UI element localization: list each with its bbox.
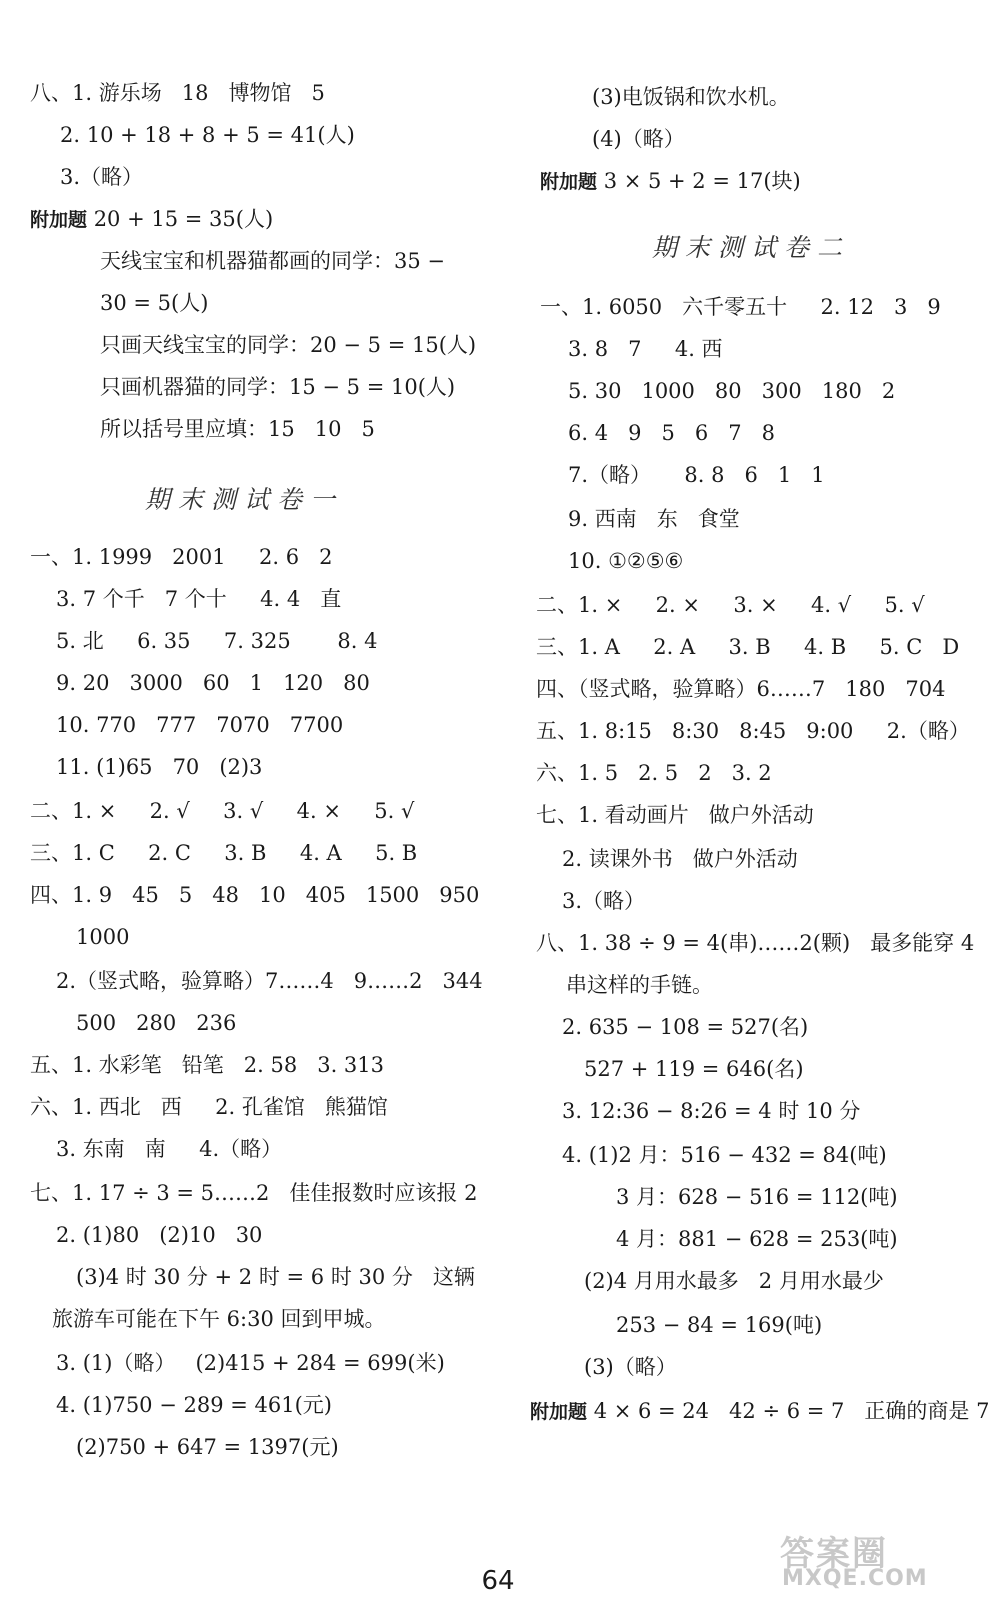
answer-text: 4. (1)2 月：516 − 432 = 84(吨) [562,1143,887,1167]
answer-text: 2.（竖式略，验算略）7……4 9……2 344 [56,969,483,993]
answer-text: 527 + 119 = 646(名) [584,1057,804,1081]
answer-line [56,968,483,994]
answer-text: 253 − 84 = 169(吨) [616,1313,823,1337]
answer-line [100,248,445,274]
answer-text: 2. 10 + 18 + 8 + 5 = 41(人) [60,123,355,147]
answer-line [536,592,925,618]
answer-line [568,378,895,404]
answer-line [540,294,941,320]
answer-line [562,1014,808,1040]
answer-text: 旅游车可能在下午 6:30 回到甲城。 [52,1307,386,1331]
answer-line [568,506,740,532]
answer-line [60,164,143,190]
answer-line [100,416,375,442]
answer-text: 八、1. 38 ÷ 9 = 4(串)……2(颗) 最多能穿 4 [536,931,975,955]
answer-text: 5. 30 1000 80 300 180 2 [568,379,896,403]
answer-line [536,802,814,828]
answer-text: 六、1. 5 2. 5 2 3. 2 [536,761,772,785]
answer-text: (2)750 + 647 = 1397(元) [76,1435,339,1459]
answer-line [30,1180,477,1206]
answer-text: 10. 770 777 7070 7700 [56,713,344,737]
answer-text: (4)（略） [592,127,685,151]
answer-text: 3. 7 个千 7 个十 4. 4 直 [56,587,342,611]
answer-text: 二、1. × 2. √ 3. √ 4. × 5. √ [30,799,415,823]
answer-text: 2. 635 − 108 = 527(名) [562,1015,809,1039]
answer-line [540,168,801,195]
answer-text: 3.（略） [562,889,646,913]
answer-text: 三、1. A 2. A 3. B 4. B 5. C D [536,635,960,659]
answer-line [100,332,476,358]
answer-text: 2. 读课外书 做户外活动 [562,847,798,871]
answer-text: 10. ①②⑤⑥ [568,549,684,573]
watermark-logo [772,1526,972,1592]
answer-line [562,1142,887,1168]
answer-line [56,670,370,696]
answer-line [584,1354,677,1380]
answer-line [592,126,685,152]
answer-line [30,206,273,233]
bonus-label: 附加题 [30,209,88,231]
answer-line [76,1434,339,1460]
answer-line [56,1136,282,1162]
answer-line [30,1094,388,1120]
answer-text: 20 + 15 = 35(人) [87,207,274,231]
answer-line [562,1098,860,1124]
answer-text: 3 × 5 + 2 = 17(块) [597,169,801,193]
answer-line [566,972,713,998]
answer-text: 三、1. C 2. C 3. B 4. A 5. B [30,841,418,865]
section-title: 期末测试卷二 [652,233,851,262]
answer-line [56,754,262,780]
answer-line [616,1312,822,1338]
answer-line [568,420,775,446]
answer-text: 3. (1)（略） (2)415 + 284 = 699(米) [56,1351,445,1375]
answer-text: 八、1. 游乐场 18 博物馆 5 [30,81,325,105]
answer-line [30,882,479,908]
answer-text: 4 × 6 = 24 42 ÷ 6 = 7 正确的商是 7 [587,1399,990,1423]
answer-line [530,1398,989,1425]
answer-text: 3. 8 7 4. 西 [568,337,723,361]
answer-line [76,1264,475,1290]
answer-line [30,544,332,570]
answer-text: 3 月：628 − 516 = 112(吨) [616,1185,898,1209]
answer-text: 11. (1)65 70 (2)3 [56,755,263,779]
answer-text: 5. 北 6. 35 7. 325 8. 4 [56,629,378,653]
answer-text: 七、1. 17 ÷ 3 = 5……2 佳佳报数时应该报 2 [30,1181,478,1205]
answer-text: 串这样的手链。 [566,973,713,997]
answer-text: (2)4 月用水最多 2 月用水最少 [584,1269,884,1293]
answer-line [76,924,129,950]
answer-line [592,84,790,110]
answer-line [56,1350,445,1376]
answer-line [60,122,355,148]
answer-line [584,1056,804,1082]
answer-text: 9. 西南 东 食堂 [568,507,740,531]
answer-line [536,634,959,660]
answer-line [56,1222,262,1248]
answer-line [562,846,798,872]
answer-text: 30 = 5(人) [100,291,209,315]
answer-text: 3. 东南 南 4.（略） [56,1137,283,1161]
answer-text: 七、1. 看动画片 做户外活动 [536,803,814,827]
answer-text: (3)4 时 30 分 + 2 时 = 6 时 30 分 这辆 [76,1265,475,1289]
answer-text: 二、1. × 2. × 3. × 4. √ 5. √ [536,593,925,617]
answer-line [536,760,772,786]
answer-text: 五、1. 8:15 8:30 8:45 9:00 2.（略） [536,719,970,743]
answer-text: 4 月：881 − 628 = 253(吨) [616,1227,898,1251]
answer-line [56,1392,332,1418]
answer-text: 7.（略） 8. 8 6 1 1 [568,463,825,487]
section-title: 期末测试卷一 [145,485,344,514]
answer-line [100,374,455,400]
answer-text: (3)电饭锅和饮水机。 [592,85,790,109]
watermark-line1: 答案圈 [780,1534,888,1574]
answer-text: 1000 [76,925,130,949]
answer-line [568,462,825,488]
answer-line [536,718,970,744]
answer-line [56,586,341,612]
bonus-label: 附加题 [530,1401,588,1423]
answer-line [536,930,974,956]
answer-text: 五、1. 水彩笔 铅笔 2. 58 3. 313 [30,1053,385,1077]
answer-line [584,1268,884,1294]
answer-line [536,676,945,702]
answer-text: 一、1. 1999 2001 2. 6 2 [30,545,333,569]
answer-line [30,1052,384,1078]
answer-text: 3. 12:36 − 8:26 = 4 时 10 分 [562,1099,861,1123]
answer-line [56,628,378,654]
answer-text: 只画天线宝宝的同学：20 − 5 = 15(人) [100,333,477,357]
answer-line [56,712,343,738]
answer-text: 六、1. 西北 西 2. 孔雀馆 熊猫馆 [30,1095,388,1119]
answer-line [30,798,414,824]
answer-text: 天线宝宝和机器猫都画的同学：35 − [100,249,445,273]
answer-text: 4. (1)750 − 289 = 461(元) [56,1393,332,1417]
answer-text: 四、（竖式略，验算略）6……7 180 704 [536,677,946,701]
answer-line [562,888,645,914]
answer-line [100,290,208,316]
answer-text: 只画机器猫的同学：15 − 5 = 10(人) [100,375,456,399]
bonus-label: 附加题 [540,171,598,193]
answer-line [616,1184,898,1210]
answer-text: 9. 20 3000 60 1 120 80 [56,671,370,695]
answer-text: 3.（略） [60,165,144,189]
page-number: 64 [481,1566,515,1596]
answer-text: 6. 4 9 5 6 7 8 [568,421,776,445]
answer-text: 四、1. 9 45 5 48 10 405 1500 950 [30,883,480,907]
watermark-line2: MXQE.COM [782,1566,928,1591]
answer-text: 2. (1)80 (2)10 30 [56,1223,263,1247]
answer-text: (3)（略） [584,1355,677,1379]
answer-text: 所以括号里应填：15 10 5 [100,417,375,441]
answer-line [30,80,325,106]
answer-line [616,1226,898,1252]
answer-text: 500 280 236 [76,1011,237,1035]
answer-line [30,840,417,866]
answer-line [568,548,683,574]
answer-line [568,336,723,362]
answer-line [76,1010,236,1036]
answer-text: 一、1. 6050 六千零五十 2. 12 3 9 [540,295,941,319]
answer-line [52,1306,386,1332]
